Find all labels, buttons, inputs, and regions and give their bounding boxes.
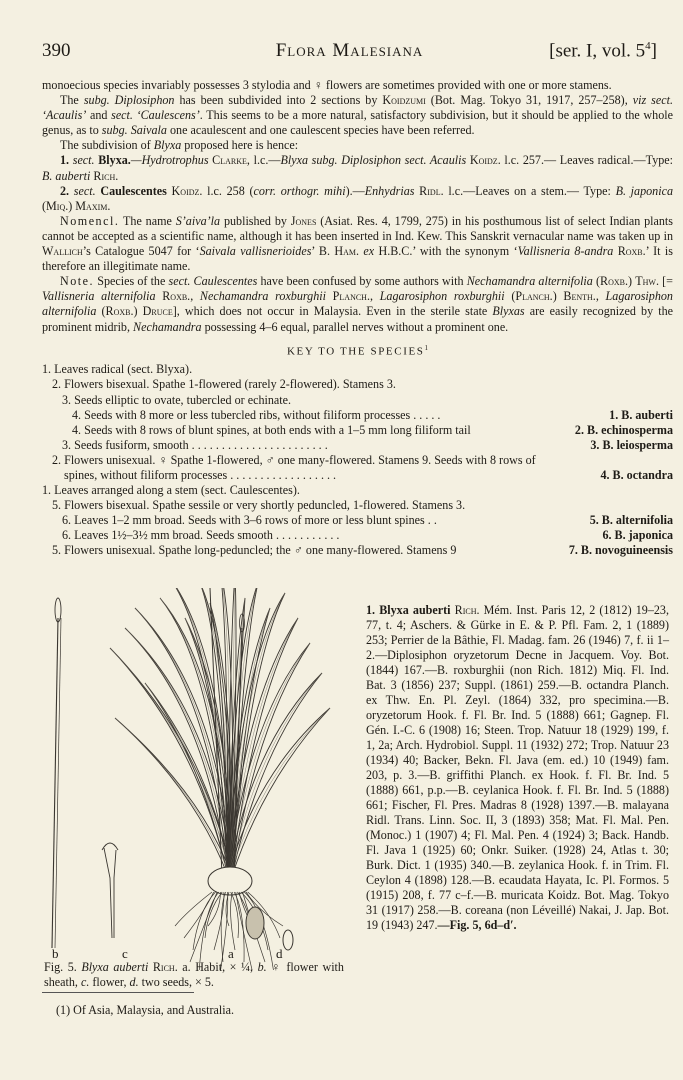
running-header [42, 40, 657, 66]
key-line [42, 483, 673, 498]
key-line-text: 6. Leaves 1–2 mm broad. Seeds with 3–6 rows of more or less blunt spines . . [62, 513, 437, 528]
flower-stalk-b [55, 618, 61, 948]
page-number: 390 [42, 40, 71, 61]
key-line [42, 543, 673, 558]
key-line-text: spines, without filiform processes . . . . . . . . . . . . . . . . . . [64, 468, 337, 482]
key-line-text: 5. Flowers bisexual. Spathe sessile or very shortly peduncled, 1-flowered. Stamens 3. [52, 498, 466, 513]
key-line-result: 2. B. echinosperma [574, 422, 673, 437]
key-line-text: 2. Flowers bisexual. Spathe 1-flowered (rarely 2-flowered). Stamens 3. [52, 377, 396, 392]
root [214, 892, 224, 950]
plant-base [208, 867, 252, 895]
key-line [42, 528, 673, 543]
key-line-result: 7. B. novoguineensis [568, 543, 673, 558]
seed-d [246, 907, 264, 939]
key-title: KEY TO THE SPECIES$^1$ [287, 343, 428, 358]
key-line-result: 1. B. auberti [609, 407, 673, 422]
leaf [115, 718, 232, 876]
key-line-text: 1. Leaves arranged along a stem (sect. Caulescentes). [42, 483, 300, 498]
key-line-text: 5. Flowers unisexual. Spathe long-peduncled; the ♂ one many-flowered. Stamens 9 [52, 543, 457, 558]
figure-label-b: b [52, 946, 59, 961]
figure-label-a: a [228, 946, 234, 961]
journal-title: Flora Malesiana [275, 40, 424, 61]
footnote-rule [42, 992, 194, 993]
section-caulescentes: 2. sect. Caulescentes Koidz. l.c. 258 (corr. orthogr. mihi).—Enhydrias Ridl. l.c.—Leaves on a stem.— Type: B. japonica (Miq.) Maxim. [42, 183, 674, 213]
paragraph-subdivision: The subg. Diplosiphon has been subdivided into 2 sections by Koidzumi (Bot. Mag. Tokyo 31, 1917, 257–258), viz sect. ‘Acaulis’ and sect. ‘Caulescens’. This seems to be a more natural, satisfactory subdivision, but it should be applied to the whole genus, as to subg. Saivala one acaulescent and one caulescent species have been referred. [42, 93, 673, 138]
series-volume: [ser. I, vol. $5^4$] [549, 40, 657, 62]
figure-illustration [40, 588, 340, 970]
key-line [42, 438, 673, 453]
species-key [42, 362, 673, 558]
figure-label-c: c [122, 946, 128, 961]
figure-label-d: d [276, 946, 283, 961]
nomenclature-note: Nomencl. The name S’aiva’la published by Jones (Asiat. Res. 4, 1799, 275) in his posthumous list of select Indian plants cannot be accepted as a scientific name, although it has been inserted in Ind. Kew. This Sanskrit vernacular name was taken up in Wallich’s Catalogue 5047 for ‘Saivala vallisnerioides’ B. Ham. ex H.B.C.’ with the synonym ‘Vallisneria 8-andra Roxb.’ It is therefore an illegitimate name. [42, 213, 673, 274]
key-line [42, 362, 673, 377]
paragraph-monoecious: monoecious species invariably possesses 3 stylodia and ♀ flowers are sometimes provided with one or more stamens. [42, 78, 612, 92]
figure-caption: Fig. 5. Blyxa auberti Rich. a. Habit, × ¼, b. ♀ flower with sheath, c. flower, d. two seeds, × 5. [44, 960, 344, 989]
key-line-result: 6. B. japonica [602, 528, 673, 543]
paragraph-proposal: The subdivision of Blyxa proposed here is hence: [60, 138, 299, 153]
key-line-result: 4. B. octandra [600, 468, 673, 482]
flower-stalk-b [52, 618, 58, 948]
key-line-text: 3. Seeds fusiform, smooth . . . . . . . . . . . . . . . . . . . . . . . [62, 437, 328, 452]
key-line-result: 3. B. leiosperma [590, 437, 673, 452]
blyxa-habit-drawing [40, 588, 340, 970]
seed-d [283, 930, 293, 950]
key-line-text: 3. Seeds elliptic to ovate, tubercled or echinate. [62, 392, 292, 407]
key-line [42, 377, 673, 392]
key-line [42, 423, 673, 438]
root [190, 892, 217, 962]
key-line [42, 468, 673, 483]
key-line [42, 498, 673, 513]
species-entry: 1. Blyxa auberti Rich. Mém. Inst. Paris 12, 2 (1812) 19–23, 77, t. 4; Aschers. & Gürke in E. & P. Pfl. Fam. 2, 1 (1889) 253; Perrier de la Bâthie, Fl. Madag. fam. 26 (1946) 7, f. ii 1–2.—Diplosiphon oryzetorum Decne in Jacquem. Voy. Bot. (1844) 167.—B. roxburghii (non Rich. 1812) Miq. Fl. Ind. Bat. 3 (1856) 237; Suppl. (1861) 259.—B. octandra Planch. ex Thw. En. Pl. Zeyl. (1864) 332, pro specimina.—B. oryzetorum Hook. f. Fl. Br. Ind. 5 (1888) 661; Gagnep. Fl. Gén. I.-C. 6 (1908) 16; Steen. Trop. Natuur 18 (1929) 199, f. 1, 2a; Arch. Hydrobiol. Suppl. 11 (1932) 272; Trop. Natuur 23 (1934) 40; Backer, Bekn. Fl. Java (em. ed.) 10 (1949) fam. 203, p. 3.—B. griffithi Planch. ex Hook. f. Fl. Br. Ind. 5 (1888) 661, p.p.—B. ceylanica Hook. f. Fl. Br. Ind. 5 (1888) 661; Fischer, Fl. Pres. Madras 8 (1928) 1397.—B. malayana Ridl. Trans. Linn. Soc. II, 3 (1893) 358; Mat. Fl. Mal. Pen. (Monoc.) 1 (1907) 4; Fl. Mal. Pen. 4 (1924) 3; Back. Handb. Fl. Java 1 (1925) 60; Onkr. Suiker. (1928) 24, Atlas t. 30; Burk. Dict. 1 (1935) 340.—B. zeylanica Hook. f. in Trim. Fl. Ceylon 4 (1898) 128.—B. ecaudata Hayata, Ic. Pl. Formos. 5 (1915) 208, f. 77 c–f.—B. muricata Koidz. Bot. Mag. Tokyo 31 (1917) 258.—B. coreana (non Léveillé) Nakai, J. Jap. Bot. 19 (1943) 247.—Fig. 5, 6d–d′. [366, 603, 669, 932]
key-line-text: 4. Seeds with 8 more or less tubercled ribs, without filiform processes . . . . . [72, 407, 441, 422]
key-line [42, 408, 673, 423]
key-line [42, 393, 673, 408]
key-line [42, 513, 673, 528]
key-line-text: 2. Flowers unisexual. ♀ Spathe 1-flowered, ♂ one many-flowered. Stamens 9. Seeds with 8 rows of [52, 452, 536, 467]
flower-c [104, 848, 116, 938]
section-blyxa: 1. sect. Blyxa.—Hydrotrophus Clarke, l.c.—Blyxa subg. Diplosiphon sect. Acaulis Koidz. l.c. 257.— Leaves radical.—Type: B. auberti Rich. [42, 153, 674, 183]
key-line [42, 453, 673, 468]
key-line-text: 1. Leaves radical (sect. Blyxa). [42, 362, 193, 377]
root [184, 892, 214, 938]
main-text [42, 78, 673, 559]
confusion-note: Note. Species of the sect. Caulescentes have been confused by some authors with Nechamandra alternifolia (Roxb.) Thw. [= Vallisneria alternifolia Roxb., Nechamandra roxburghii Planch., Lagarosiphon roxburghii (Planch.) Benth., Lagarosiphon alternifolia (Roxb.) Druce], which does not occur in Malaysia. Even in the sterile state Blyxas are easily recognized by the prominent midrib, Nechamandra possessing 4–6 equal, parallel nerves without a prominent one. [42, 274, 674, 334]
key-line-text: 4. Seeds with 8 rows of blunt spines, at both ends with a 1–5 mm long filiform tail [72, 422, 471, 437]
key-line-result: 5. B. alternifolia [589, 513, 673, 528]
key-line-text: 6. Leaves 1½–3½ mm broad. Seeds smooth . . . . . . . . . . . [62, 528, 340, 543]
footnote: (1) Of Asia, Malaysia, and Australia. [56, 1003, 235, 1017]
